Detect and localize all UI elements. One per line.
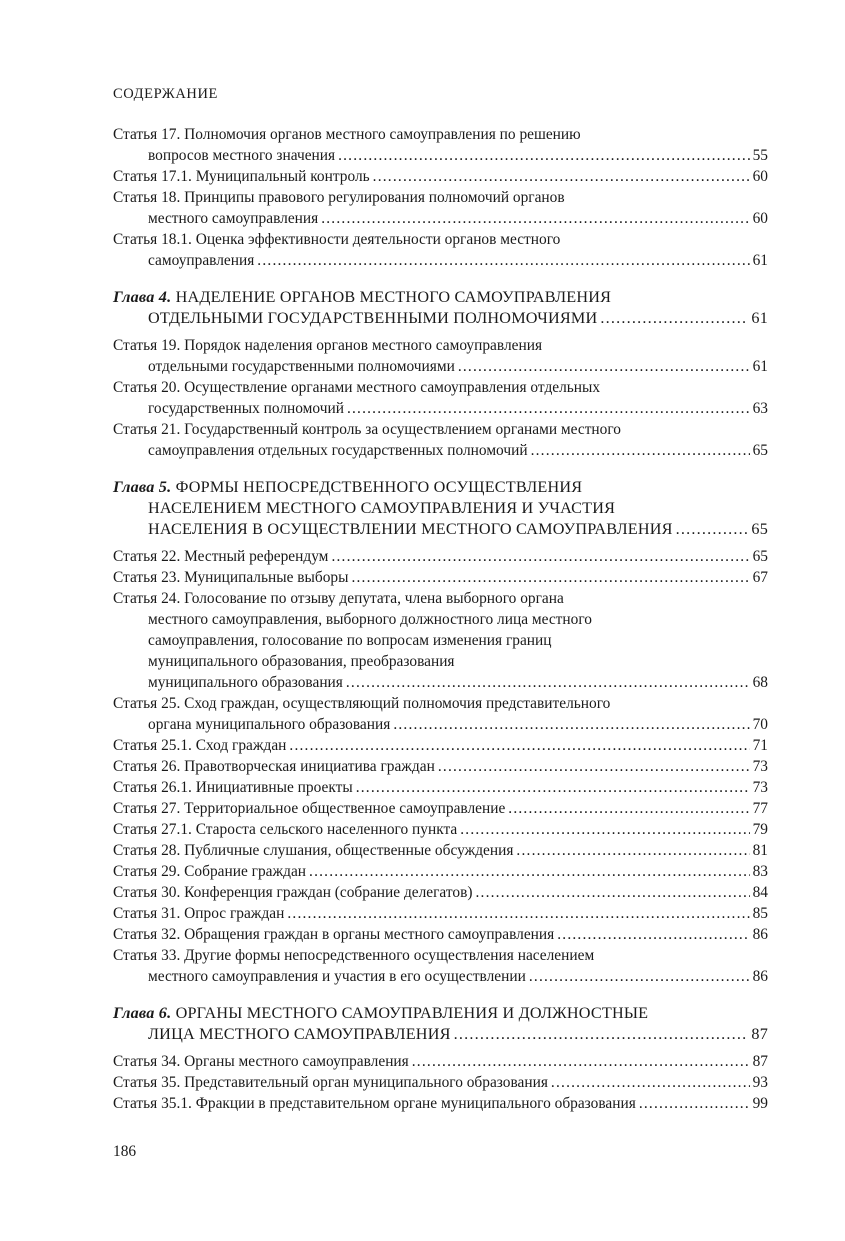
toc-page-number: 73	[752, 779, 768, 796]
toc-entry-last-line	[113, 966, 768, 987]
article-title: Статья 23. Муниципальные выборы	[113, 569, 349, 586]
dot-leader	[551, 1072, 750, 1093]
toc-entry-line	[113, 335, 768, 356]
dot-leader	[412, 1051, 750, 1072]
toc-entry-line	[113, 419, 768, 440]
toc-entry-line	[113, 588, 768, 609]
toc-page-number: 61	[752, 252, 768, 269]
article-title: Статья 25.1. Сход граждан	[113, 737, 287, 754]
toc-page-number: 87	[751, 1025, 768, 1043]
article-title: Статья 34. Органы местного самоуправления	[113, 1053, 409, 1070]
toc-entry-last-line	[113, 356, 768, 377]
article-title: местного самоуправления, выборного должностного лица местного	[148, 611, 592, 628]
toc-entry-line	[113, 377, 768, 398]
article-title: Статья 20. Осуществление органами местного самоуправления отдельных	[113, 379, 601, 396]
dot-leader	[438, 756, 750, 777]
toc-page-number: 55	[752, 147, 768, 164]
toc-chapter	[113, 477, 768, 540]
chapter-label: Глава 4.	[113, 288, 172, 306]
toc-entry	[113, 588, 768, 693]
dot-leader	[454, 1024, 749, 1045]
toc-entry-last-line	[113, 882, 768, 903]
toc-entry-last-line	[113, 546, 768, 567]
article-title: Статья 17. Полномочия органов местного самоуправления по решению	[113, 126, 581, 143]
toc-entry	[113, 840, 768, 861]
toc-chapter	[113, 287, 768, 329]
dot-leader	[531, 440, 750, 461]
running-head: СОДЕРЖАНИЕ	[113, 86, 218, 102]
toc-page-number: 70	[752, 716, 768, 733]
toc-page-number: 73	[752, 758, 768, 775]
article-title: Статья 17.1. Муниципальный контроль	[113, 168, 370, 185]
article-title: Статья 18. Принципы правового регулирования полномочий органов	[113, 189, 565, 206]
toc-entry	[113, 735, 768, 756]
toc-entry-last-line	[113, 166, 768, 187]
toc-entry-line	[113, 693, 768, 714]
toc-entry	[113, 187, 768, 229]
toc-entry-last-line	[113, 1024, 768, 1045]
dot-leader	[508, 798, 749, 819]
dot-leader	[289, 735, 749, 756]
dot-leader	[516, 840, 749, 861]
toc-page-number: 67	[752, 569, 768, 586]
article-title: Статья 29. Собрание граждан	[113, 863, 307, 880]
toc-page-number: 84	[752, 884, 768, 901]
dot-leader	[460, 819, 749, 840]
article-title: Статья 25. Сход граждан, осуществляющий полномочия представительного	[113, 695, 611, 712]
toc-page-number: 86	[752, 968, 768, 985]
dot-leader	[257, 250, 749, 271]
toc-page-number: 77	[752, 800, 768, 817]
dot-leader	[458, 356, 750, 377]
toc-entry-last-line	[113, 798, 768, 819]
table-of-contents	[113, 124, 768, 1114]
toc-chapter	[113, 1003, 768, 1045]
chapter-title: НАДЕЛЕНИЕ ОРГАНОВ МЕСТНОГО САМОУПРАВЛЕНИЯ	[175, 288, 612, 306]
toc-entry	[113, 166, 768, 187]
toc-entry	[113, 693, 768, 735]
article-title: Статья 27.1. Староста сельского населенного пункта	[113, 821, 458, 838]
toc-entry-last-line	[113, 567, 768, 588]
dot-leader	[529, 966, 750, 987]
dot-leader	[351, 567, 749, 588]
dot-leader	[373, 166, 750, 187]
article-title: Статья 21. Государственный контроль за осуществлением органами местного	[113, 421, 621, 438]
article-title: Статья 19. Порядок наделения органов местного самоуправления	[113, 337, 543, 354]
toc-entry-last-line	[113, 440, 768, 461]
toc-entry-last-line	[113, 756, 768, 777]
article-title: отдельными государственными полномочиями	[148, 358, 455, 375]
toc-page-number: 61	[751, 309, 768, 327]
toc-entry-last-line	[113, 861, 768, 882]
toc-page-number: 83	[752, 863, 768, 880]
toc-page-number: 85	[752, 905, 768, 922]
dot-leader	[356, 777, 750, 798]
chapter-label: Глава 5.	[113, 478, 172, 496]
toc-entry	[113, 903, 768, 924]
dot-leader	[475, 882, 749, 903]
article-title: Статья 32. Обращения граждан в органы местного самоуправления	[113, 926, 555, 943]
toc-page	[113, 84, 768, 1114]
toc-entry	[113, 335, 768, 377]
dot-leader	[600, 308, 748, 329]
article-title: Статья 22. Местный референдум	[113, 548, 329, 565]
toc-entry-line	[113, 945, 768, 966]
article-title: государственных полномочий	[148, 400, 344, 417]
article-title: Статья 18.1. Оценка эффективности деятельности органов местного	[113, 231, 561, 248]
toc-page-number: 87	[752, 1053, 768, 1070]
toc-page-number: 63	[752, 400, 768, 417]
toc-page-number: 68	[752, 674, 768, 691]
toc-entry-line	[113, 498, 768, 519]
toc-entry-last-line	[113, 308, 768, 329]
toc-entry	[113, 567, 768, 588]
toc-entry-line	[113, 287, 768, 308]
toc-entry-last-line	[113, 672, 768, 693]
article-title: Статья 27. Территориальное общественное самоуправление	[113, 800, 506, 817]
dot-leader	[557, 924, 749, 945]
article-title: Статья 26.1. Инициативные проекты	[113, 779, 353, 796]
chapter-title: ОРГАНЫ МЕСТНОГО САМОУПРАВЛЕНИЯ И ДОЛЖНОСТНЫЕ	[175, 1004, 649, 1022]
toc-entry-line	[113, 229, 768, 250]
toc-page-number: 79	[752, 821, 768, 838]
dot-leader	[338, 145, 750, 166]
toc-entry	[113, 546, 768, 567]
chapter-title: ОТДЕЛЬНЫМИ ГОСУДАРСТВЕННЫМИ ПОЛНОМОЧИЯМИ	[148, 309, 598, 327]
toc-entry	[113, 1051, 768, 1072]
toc-entry	[113, 377, 768, 419]
toc-page-number: 65	[751, 520, 768, 538]
toc-entry	[113, 1093, 768, 1114]
toc-entry-line	[113, 124, 768, 145]
toc-entry-last-line	[113, 735, 768, 756]
toc-page-number: 99	[752, 1095, 768, 1112]
article-title: Статья 35.1. Фракции в представительном органе муниципального образования	[113, 1095, 636, 1112]
dot-leader	[393, 714, 749, 735]
toc-entry-last-line	[113, 1051, 768, 1072]
toc-entry-line	[113, 1003, 768, 1024]
article-title: муниципального образования, преобразования	[148, 653, 455, 670]
toc-entry-line	[113, 651, 768, 672]
toc-entry-last-line	[113, 714, 768, 735]
article-title: Статья 24. Голосование по отзыву депутата, члена выборного органа	[113, 590, 564, 607]
toc-entry-last-line	[113, 840, 768, 861]
toc-entry	[113, 777, 768, 798]
toc-entry-last-line	[113, 1093, 768, 1114]
toc-entry-last-line	[113, 519, 768, 540]
toc-page-number: 65	[752, 442, 768, 459]
toc-entry	[113, 756, 768, 777]
toc-entry-last-line	[113, 145, 768, 166]
article-title: самоуправления отдельных государственных полномочий	[148, 442, 528, 459]
dot-leader	[287, 903, 749, 924]
chapter-title: НАСЕЛЕНИЕМ МЕСТНОГО САМОУПРАВЛЕНИЯ И УЧАСТИЯ	[148, 499, 616, 517]
article-title: Статья 33. Другие формы непосредственного осуществления населением	[113, 947, 595, 964]
article-title: местного самоуправления и участия в его осуществлении	[148, 968, 526, 985]
toc-entry-last-line	[113, 208, 768, 229]
dot-leader	[346, 672, 750, 693]
toc-page-number: 71	[752, 737, 768, 754]
article-title: местного самоуправления	[148, 210, 319, 227]
toc-entry-line	[113, 630, 768, 651]
dot-leader	[331, 546, 749, 567]
dot-leader	[309, 861, 750, 882]
toc-entry	[113, 419, 768, 461]
dot-leader	[676, 519, 749, 540]
article-title: вопросов местного значения	[148, 147, 336, 164]
toc-entry	[113, 861, 768, 882]
article-title: Статья 35. Представительный орган муниципального образования	[113, 1074, 548, 1091]
toc-page-number: 60	[752, 168, 768, 185]
toc-entry-last-line	[113, 903, 768, 924]
toc-entry	[113, 798, 768, 819]
page-number: 186	[113, 1143, 137, 1160]
toc-entry-last-line	[113, 924, 768, 945]
article-title: самоуправления, голосование по вопросам изменения границ	[148, 632, 552, 649]
toc-page-number: 61	[752, 358, 768, 375]
article-title: самоуправления	[148, 252, 255, 269]
toc-entry-line	[113, 609, 768, 630]
toc-page-number: 81	[752, 842, 768, 859]
toc-entry	[113, 924, 768, 945]
article-title: муниципального образования	[148, 674, 343, 691]
chapter-title: ФОРМЫ НЕПОСРЕДСТВЕННОГО ОСУЩЕСТВЛЕНИЯ	[175, 478, 583, 496]
toc-entry-last-line	[113, 250, 768, 271]
chapter-label: Глава 6.	[113, 1004, 172, 1022]
toc-entry-last-line	[113, 777, 768, 798]
toc-page-number: 93	[752, 1074, 768, 1091]
article-title: Статья 28. Публичные слушания, общественные обсуждения	[113, 842, 514, 859]
dot-leader	[321, 208, 749, 229]
toc-entry	[113, 882, 768, 903]
toc-entry	[113, 819, 768, 840]
dot-leader	[347, 398, 750, 419]
toc-entry	[113, 1072, 768, 1093]
toc-page-number: 65	[752, 548, 768, 565]
toc-page-number: 60	[752, 210, 768, 227]
article-title: Статья 31. Опрос граждан	[113, 905, 285, 922]
toc-entry-line	[113, 477, 768, 498]
toc-entry	[113, 945, 768, 987]
article-title: органа муниципального образования	[148, 716, 391, 733]
chapter-title: НАСЕЛЕНИЯ В ОСУЩЕСТВЛЕНИИ МЕСТНОГО САМОУПРАВЛЕНИЯ	[148, 520, 673, 538]
toc-entry-last-line	[113, 819, 768, 840]
article-title: Статья 26. Правотворческая инициатива граждан	[113, 758, 435, 775]
article-title: Статья 30. Конференция граждан (собрание делегатов)	[113, 884, 473, 901]
toc-page-number: 86	[752, 926, 768, 943]
chapter-title: ЛИЦА МЕСТНОГО САМОУПРАВЛЕНИЯ	[148, 1025, 451, 1043]
toc-entry-line	[113, 187, 768, 208]
toc-entry	[113, 124, 768, 166]
dot-leader	[639, 1093, 750, 1114]
toc-entry-last-line	[113, 1072, 768, 1093]
toc-entry	[113, 229, 768, 271]
toc-entry-last-line	[113, 398, 768, 419]
